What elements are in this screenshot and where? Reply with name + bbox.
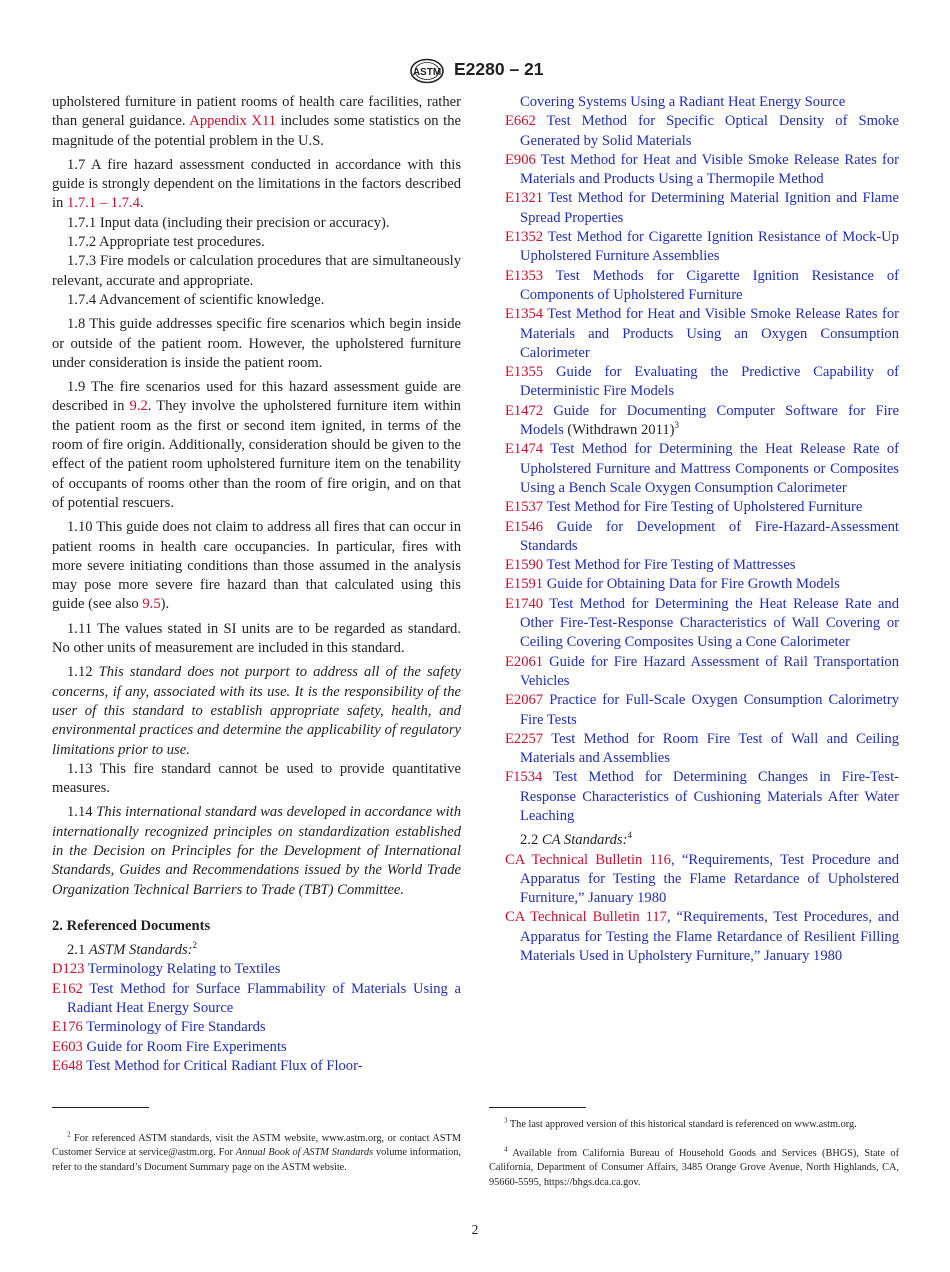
footnote-2: $^2$ For referenced ASTM standards, visit the ASTM website, www.astm.org, or contact ASTM Customer Service at service@astm.org. For Annual Book of ASTM Standards volume information, refer to the standard’s Document Summary page on the ASTM website. bbox=[52, 1130, 461, 1173]
reference-code-link[interactable]: E1546 bbox=[505, 518, 544, 535]
section-1-8: 1.8 This guide addresses specific fire scenarios which begin inside or outside of the patient room. However, the upholstered furniture under consideration is inside the patient room. bbox=[52, 316, 461, 371]
reference-code-link[interactable]: CA Technical Bulletin 116 bbox=[505, 851, 671, 868]
section-9-2-link[interactable]: 9.2 bbox=[129, 398, 148, 415]
reference-title-link[interactable]: Test Method for Determining Material Ignition and Flame Spread Properties bbox=[520, 190, 899, 226]
appendix-x11-link[interactable]: Appendix X11 bbox=[189, 113, 277, 130]
reference-code-link[interactable]: E162 bbox=[52, 980, 83, 997]
reference-code-link[interactable]: D123 bbox=[52, 961, 85, 978]
reference-title-link[interactable]: Guide for Fire Hazard Assessment of Rail Transportation Vehicles bbox=[520, 653, 899, 689]
reference-item bbox=[505, 228, 899, 267]
reference-continuation: Covering Systems Using a Radiant Heat Energy Source bbox=[520, 94, 846, 110]
section-1-7-3: 1.7.3 Fire models or calculation procedures that are simultaneously relevant, accurate and appropriate. bbox=[52, 253, 461, 289]
reference-code-link[interactable]: E906 bbox=[505, 151, 536, 168]
reference-item bbox=[505, 595, 899, 653]
reference-item bbox=[505, 575, 899, 594]
reference-code-link[interactable]: E1352 bbox=[505, 229, 544, 246]
reference-code-link[interactable]: CA Technical Bulletin 117 bbox=[505, 909, 667, 926]
reference-code-link[interactable]: E1472 bbox=[505, 402, 544, 419]
section-1-9: 1.9 The fire scenarios used for this hazard assessment guide are described in 9.2. They involve the upholstered furniture item within the patient room as the first or second item ignited, in terms of the room of fire origin. Additionally, consideration should be given to the effect of the patient room upholstered furniture item on the tenability of occupants of rooms other than the room of fire origin, and on that of potential rescuers. bbox=[52, 379, 461, 511]
section-1-7: 1.7 A fire hazard assessment conducted in accordance with this guide is strongly dependent on the limitations in the factors described in 1.7.1 – 1.7.4. bbox=[52, 156, 461, 212]
reference-title-link[interactable]: Test Method for Heat and Visible Smoke Release Rates for Materials and Products Using a Thermopile Method bbox=[520, 151, 899, 188]
section-1-7-1: 1.7.1 Input data (including their precision or accuracy). bbox=[67, 214, 390, 231]
reference-title-link[interactable]: Guide for Documenting Computer Software for Fire Models bbox=[520, 402, 899, 439]
reference-item bbox=[505, 653, 899, 692]
reference-item bbox=[505, 908, 899, 966]
reference-item bbox=[505, 305, 899, 363]
reference-item bbox=[505, 498, 899, 517]
reference-item bbox=[505, 363, 899, 402]
reference-item bbox=[505, 189, 899, 228]
reference-item bbox=[505, 267, 899, 306]
astm-reference-list-continued bbox=[505, 112, 899, 826]
document-number: E2280 – 21 bbox=[454, 59, 544, 79]
reference-code-link[interactable]: E662 bbox=[505, 113, 536, 130]
reference-title-link[interactable]: Guide for Development of Fire-Hazard-Assessment Standards bbox=[520, 518, 899, 554]
reference-code-link[interactable]: E2061 bbox=[505, 653, 544, 670]
ca-reference-list bbox=[505, 851, 899, 967]
section-9-5-link[interactable]: 9.5 bbox=[142, 596, 161, 613]
reference-title-link[interactable]: Test Method for Fire Testing of Upholstered Furniture bbox=[543, 499, 863, 516]
reference-title-link[interactable]: Test Method for Fire Testing of Mattresses bbox=[543, 557, 796, 574]
reference-item bbox=[505, 851, 899, 909]
reference-code-link[interactable]: E1591 bbox=[505, 576, 544, 593]
reference-item bbox=[505, 402, 899, 441]
section-1-14: 1.14 This international standard was developed in accordance with internationally recognized principles on standardization established in the Decision on Principles for the Development of International Standards, Guides and Recommendations issued by the World Trade Organization Technical Barriers to Trade (TBT) Committee. bbox=[52, 804, 462, 898]
reference-code-link[interactable]: E1353 bbox=[505, 267, 544, 284]
page-header bbox=[0, 58, 950, 86]
left-column bbox=[52, 93, 461, 1076]
reference-title-link[interactable]: Test Methods for Cigarette Ignition Resistance of Components of Upholstered Furniture bbox=[520, 267, 899, 303]
reference-item bbox=[52, 960, 461, 979]
section-1-7-range-link[interactable]: 1.7.1 – 1.7.4 bbox=[67, 195, 140, 212]
reference-code-link[interactable]: E1740 bbox=[505, 595, 544, 612]
reference-item bbox=[505, 556, 899, 575]
intro-paragraph: upholstered furniture in patient rooms of health care facilities, rather than general guidance. Appendix X11 includes some statistics on the magnitude of the potential problem in the U.S. bbox=[52, 94, 461, 149]
reference-title-link[interactable]: Test Method for Cigarette Ignition Resistance of Mock-Up Upholstered Furniture Assemblies bbox=[520, 229, 899, 265]
section-1-12: 1.12 This standard does not purport to address all of the safety concerns, if any, associated with its use. It is the responsibility of the user of this standard to establish appropriate safety, health, and environmental practices and determine the applicability of regulatory limitations prior to use. bbox=[52, 664, 461, 758]
reference-item bbox=[505, 691, 899, 730]
reference-item bbox=[52, 980, 461, 1019]
astm-logo-icon bbox=[409, 58, 445, 84]
section-2-1: 2.1 ASTM Standards:$^2$ bbox=[67, 940, 198, 959]
reference-code-link[interactable]: E648 bbox=[52, 1057, 83, 1074]
reference-item bbox=[505, 730, 899, 769]
reference-title-link[interactable]: , “Requirements, Test Procedure and Apparatus for Testing the Flame Retardance of Upholstered Furniture,” January 1980 bbox=[520, 851, 900, 907]
reference-title-link[interactable]: , “Requirements, Test Procedures, and Apparatus for Testing the Flame Retardance of Resilient Filling Materials Used in Upholstery Furniture,” January 1980 bbox=[520, 909, 900, 965]
reference-item bbox=[52, 1018, 461, 1037]
reference-item bbox=[52, 1038, 461, 1057]
reference-title-link[interactable]: Terminology Relating to Textiles bbox=[84, 961, 281, 978]
reference-code-link[interactable]: E176 bbox=[52, 1019, 83, 1036]
reference-title-link[interactable]: Test Method for Determining the Heat Release Rate of Upholstered Furniture and Mattress Components or Composites Using a Bench Scale Oxygen Consumption Calorimeter bbox=[520, 441, 899, 496]
reference-item bbox=[505, 440, 899, 498]
right-column bbox=[505, 93, 899, 966]
reference-item bbox=[505, 112, 899, 151]
reference-code-link[interactable]: E1321 bbox=[505, 190, 544, 207]
footnote-rule-left bbox=[52, 1107, 149, 1108]
reference-code-link[interactable]: E603 bbox=[52, 1038, 83, 1055]
section-1-10: 1.10 This guide does not claim to address all fires that can occur in patient rooms in health care occupancies. In particular, fires with more severe initiating conditions than those assumed in the analysis may pose more severe fire hazard than that calculated using this guide (see also 9.5). bbox=[52, 519, 461, 613]
reference-title-link[interactable]: Terminology of Fire Standards bbox=[82, 1019, 266, 1036]
reference-code-link[interactable]: E1474 bbox=[505, 441, 544, 458]
reference-title-link[interactable]: Test Method for Determining the Heat Release Rate and Other Fire-Test-Response Characteristics of Wall Covering or Ceiling Covering Composites Using a Cone Calorimeter bbox=[520, 595, 899, 651]
section-1-13: 1.13 This fire standard cannot be used to provide quantitative measures. bbox=[52, 760, 461, 797]
reference-title-link[interactable]: Test Method for Heat and Visible Smoke Release Rates for Materials and Products Using an Oxygen Consumption Calorimeter bbox=[520, 306, 899, 361]
reference-note: (Withdrawn 2011) bbox=[563, 422, 675, 439]
reference-code-link[interactable]: E2257 bbox=[505, 730, 544, 747]
reference-item bbox=[505, 518, 899, 557]
reference-title-link[interactable]: Test Method for Specific Optical Density of Smoke Generated by Solid Materials bbox=[520, 113, 899, 149]
section-2-2: 2.2 CA Standards:$^4$ bbox=[520, 830, 632, 849]
reference-code-link[interactable]: F1534 bbox=[505, 769, 543, 786]
reference-code-link[interactable]: E1354 bbox=[505, 306, 544, 323]
reference-title-link[interactable]: Test Method for Room Fire Test of Wall and Ceiling Materials and Assemblies bbox=[520, 730, 899, 767]
astm-reference-list bbox=[52, 960, 461, 1076]
footnote-4: $^4$ Available from California Bureau of Household Goods and Services (BHGS), State of California, Department of Consumer Affairs, 3485 Orange Grove Avenue, North Highlands, CA, 95660-5595, https://bhgs.dca.ca.gov. bbox=[489, 1145, 899, 1188]
section-1-11: 1.11 The values stated in SI units are to be regarded as standard. No other units of measurement are included in this standard. bbox=[52, 620, 461, 657]
footnote-marker: 3 bbox=[674, 420, 680, 431]
reference-title-link[interactable]: Test Method for Determining Changes in Fire-Test-Response Characteristics of Cushioning Materials After Water Leaching bbox=[520, 769, 899, 824]
reference-title-link[interactable]: Guide for Room Fire Experiments bbox=[82, 1038, 287, 1055]
reference-title-link[interactable]: Test Method for Critical Radiant Flux of Floor- bbox=[82, 1057, 363, 1074]
reference-item bbox=[505, 768, 899, 826]
reference-code-link[interactable]: E1537 bbox=[505, 499, 544, 516]
reference-item bbox=[505, 151, 899, 190]
reference-title-link[interactable]: Test Method for Surface Flammability of Materials Using a Radiant Heat Energy Source bbox=[67, 980, 461, 1017]
reference-title-link[interactable]: Practice for Full-Scale Oxygen Consumption Calorimetry Fire Tests bbox=[520, 692, 899, 728]
reference-title-link[interactable]: Guide for Obtaining Data for Fire Growth Models bbox=[543, 576, 840, 593]
section-1-7-2: 1.7.2 Appropriate test procedures. bbox=[67, 234, 265, 251]
reference-item bbox=[52, 1057, 461, 1076]
footnote-3: $^3$ The last approved version of this historical standard is referenced on www.astm.org. bbox=[504, 1116, 857, 1130]
logo-text: ASTM bbox=[412, 67, 442, 78]
reference-title-link[interactable]: Guide for Evaluating the Predictive Capability of Deterministic Fire Models bbox=[520, 364, 899, 400]
reference-code-link[interactable]: E1590 bbox=[505, 557, 544, 574]
reference-code-link[interactable]: E2067 bbox=[505, 692, 544, 709]
section-2-heading: 2. Referenced Documents bbox=[52, 917, 211, 934]
section-1-7-4: 1.7.4 Advancement of scientific knowledge. bbox=[67, 291, 325, 308]
footnote-rule-right bbox=[489, 1107, 586, 1108]
page-number: 2 bbox=[471, 1222, 479, 1237]
reference-code-link[interactable]: E1355 bbox=[505, 364, 544, 381]
